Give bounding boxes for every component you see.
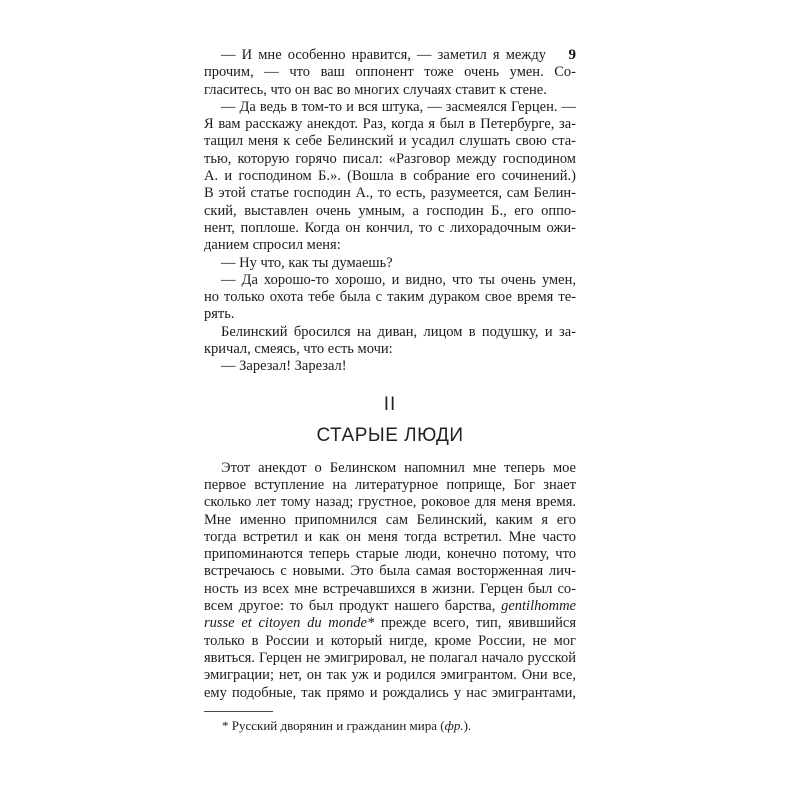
paragraph bbox=[204, 460, 576, 702]
italic-text: фр. bbox=[444, 717, 464, 733]
text-line bbox=[204, 82, 576, 99]
text-segment: прежде всего, тип, явившийся bbox=[374, 615, 576, 632]
text-segment: кричал, смеясь, что есть мочи: bbox=[204, 341, 393, 358]
paragraph bbox=[204, 99, 576, 255]
text-segment: данием спросил меня: bbox=[204, 237, 341, 254]
text-line bbox=[204, 324, 576, 341]
paragraph bbox=[204, 255, 576, 272]
italic-text: russe et citoyen du monde* bbox=[204, 615, 375, 632]
text-segment: Я вам расскажу анекдот. Раз, когда я был в Петербурге, за- bbox=[204, 116, 576, 133]
text-segment: — Зарезал! Зарезал! bbox=[221, 358, 347, 375]
text-segment: но только охота тебе была с таким дураком свое время те- bbox=[204, 289, 576, 306]
text-line bbox=[204, 615, 576, 632]
page-number: 9 bbox=[568, 47, 576, 63]
italic-text: gentilhomme bbox=[501, 598, 576, 615]
text-line bbox=[204, 116, 576, 133]
text-line bbox=[204, 546, 576, 563]
text-line bbox=[204, 477, 576, 494]
text-line bbox=[204, 185, 576, 202]
paragraph bbox=[204, 272, 576, 324]
text-segment: — Да ведь в том-то и вся штука, — засмеялся Герцен. — bbox=[221, 98, 576, 115]
text-segment: ему подобные, так прямо и рождались у нас эмигрантами, bbox=[204, 684, 576, 701]
text-line bbox=[204, 133, 576, 150]
text-line bbox=[204, 289, 576, 306]
text-line bbox=[204, 598, 576, 615]
text-line bbox=[204, 203, 576, 220]
text-line bbox=[204, 563, 576, 580]
text-segment: гласитесь, что он вас во многих случаях ставит к стене. bbox=[204, 81, 547, 98]
text-segment: * Русский дворянин и гражданин мира ( bbox=[222, 717, 445, 733]
text-segment: явиться. Герцен не эмигрировал, не полагал начало русской bbox=[204, 649, 576, 666]
text-segment: ность из всех мне встречавшихся в жизни. Герцен был со- bbox=[204, 580, 576, 597]
text-line bbox=[204, 512, 576, 529]
text-line bbox=[204, 306, 576, 323]
text-segment: только в России и который нигде, кроме России, не мог bbox=[204, 632, 576, 649]
text-segment: Этот анекдот о Белинском напомнил мне теперь мое bbox=[221, 459, 576, 476]
text-segment: А. и господином Б.». (Вошла в собрание его сочинений.) bbox=[204, 168, 576, 185]
text-segment: эмиграции; нет, он так уж и родился эмигрантом. Они все, bbox=[204, 667, 576, 684]
text-column bbox=[204, 47, 576, 735]
footnote-rule bbox=[204, 711, 273, 712]
text-segment: ). bbox=[463, 717, 472, 733]
text-segment: рять. bbox=[204, 306, 235, 323]
text-line bbox=[204, 220, 576, 237]
text-segment: — Ну что, как ты думаешь? bbox=[221, 254, 393, 271]
text-line bbox=[204, 358, 576, 375]
paragraph bbox=[204, 47, 576, 99]
text-line bbox=[204, 168, 576, 185]
text-line bbox=[204, 99, 576, 116]
text-segment: В этой статье господин А., то есть, разумеется, сам Белин- bbox=[204, 185, 576, 202]
paragraph bbox=[204, 358, 576, 375]
text-segment: Мне именно припомнился сам Белинский, каким я его bbox=[204, 511, 576, 528]
text-line bbox=[204, 460, 576, 477]
text-line bbox=[204, 529, 576, 546]
text-segment: тащил меня к себе Белинский и усадил слушать свою ста- bbox=[204, 133, 576, 150]
text-segment: нент, поплоше. Когда он кончил, то с лихорадочным ожи- bbox=[204, 219, 576, 236]
text-line bbox=[204, 255, 576, 272]
text-line bbox=[204, 650, 576, 667]
text-segment: первое вступление на литературное поприще, Бог знает bbox=[204, 476, 576, 493]
text-segment: встречаюсь с новыми. Это была самая восторженная лич- bbox=[204, 563, 576, 580]
section-title: СТАРЫЕ ЛЮДИ bbox=[316, 424, 464, 446]
text-segment: тогда встретил и как он меня тогда встретил. Мне часто bbox=[204, 528, 576, 545]
text-segment: прочим, — что ваш оппонент тоже очень умен. Со- bbox=[204, 64, 576, 81]
section-heading bbox=[204, 393, 576, 446]
text-segment: припоминаются теперь старые люди, конечно потому, что bbox=[204, 546, 576, 563]
text-segment: ский, выставлен очень умным, а господин Б., его оппо- bbox=[204, 202, 576, 219]
text-line bbox=[204, 633, 576, 650]
text-line bbox=[204, 47, 576, 64]
text-segment: тью, которую горячо писал: «Разговор между господином bbox=[204, 150, 576, 167]
text-line bbox=[204, 685, 576, 702]
text-line bbox=[204, 151, 576, 168]
text-line bbox=[204, 581, 576, 598]
text-line bbox=[204, 667, 576, 684]
text-line bbox=[204, 237, 576, 254]
text-segment: — Да хорошо-то хорошо, и видно, что ты очень умен, bbox=[221, 271, 576, 288]
text-line bbox=[204, 272, 576, 289]
text-segment: всем другое: то был продукт нашего барства, bbox=[204, 598, 502, 615]
text-segment: Белинский бросился на диван, лицом в подушку, и за- bbox=[221, 323, 576, 340]
text-line bbox=[204, 64, 576, 81]
text-line bbox=[204, 341, 576, 358]
text-line bbox=[204, 718, 576, 735]
text-segment: сколько лет тому назад; грустное, роковое для меня время. bbox=[204, 494, 576, 511]
section-number: II bbox=[383, 393, 397, 415]
footnote bbox=[204, 711, 576, 735]
paragraph bbox=[204, 324, 576, 359]
text-segment: — И мне особенно нравится, — заметил я между bbox=[221, 47, 546, 63]
text-line bbox=[204, 494, 576, 511]
